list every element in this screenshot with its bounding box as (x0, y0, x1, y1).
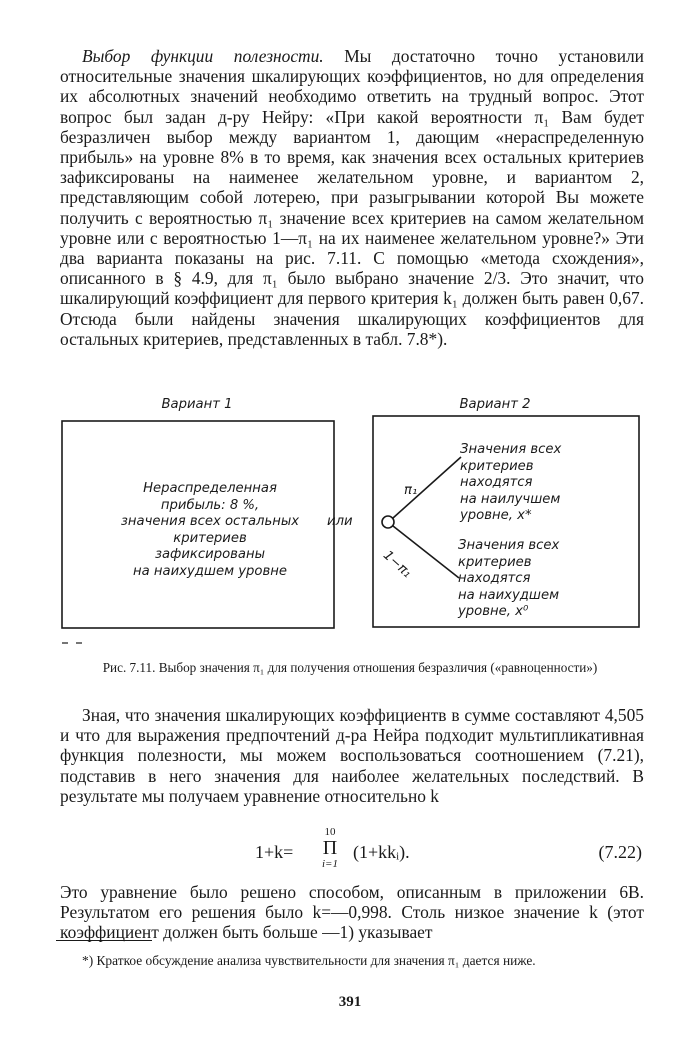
worst-line: на наихудшем (458, 587, 560, 603)
figure-caption: Рис. 7.11. Выбор значения π₁ для получения отношения безразличия («равноценности») (102, 660, 598, 675)
footnote: *) Краткое обсуждение анализа чувствительности для значения π₁ дается ниже. (82, 953, 536, 968)
variant2-title: Вариант 2 (459, 397, 531, 412)
worst-line: находятся (458, 571, 531, 586)
variant1-line: Нераспределенная (143, 481, 277, 496)
paragraph-solution: Это уравнение было решено способом, описанным в приложении 6В. Результатом его решения было k=—0,998. Столь низкое значение k (этот коэффициент должен быть больше —1) указывает (60, 882, 644, 943)
section-heading: Выбор функции полезности. (82, 46, 324, 66)
best-line: Значения всех (460, 442, 562, 457)
equation-rhs: (1+kkᵢ). (353, 842, 410, 862)
variant1-description (90, 481, 330, 580)
variant1-line: зафиксированы (154, 547, 266, 562)
variant1-title: Вариант 1 (161, 397, 233, 412)
worst-line: уровне, x⁰ (458, 604, 529, 619)
best-line: уровне, x* (460, 508, 532, 523)
paragraph-multiplicative: Зная, что значения шкалирующих коэффициентв в сумме составляют 4,505 и что для выражения предпочтений д-ра Нейра подходит мультипликативная функция полезности, мы можем воспользоваться соотношением (7.21), подставив в него значения для наиболее желательных последствий. В результате мы получаем уравнение относительно k (60, 705, 644, 806)
variant1-line: значения всех остальных (120, 514, 300, 529)
best-line: критериев (460, 458, 534, 474)
or-label: или (327, 514, 353, 529)
paragraph-text: Мы достаточно точно установили относительные значения шкалирующих коэффициентов, но для определения их абсолютных значений необходимо ответить на трудный вопрос. Этот вопрос был задан д-ру Нейру: «При какой вероятности π₁ Вам будет безразличен выбор между вариантом 1, дающим «нераспределенную прибыль» на уровне 8% в то время, как значения всех остальных критериев зафиксированы на наименее желательном уровне, и вариантом 2, представляющим собой лотерею, при разыгрывании которой Вы можете получить с вероятностью π₁ значение всех критериев на самом желательном уровне или с вероятностью 1—π₁ на их наименее желательном уровне?» Эти два варианта показаны на рис. 7.11. С помощью «метода схождения», описанного в § 4.9, для π₁ было выбрано значение 2/3. Это значит, что шкалирующий коэффициент для первого критерия k₁ должен быть равен 0,67. Отсюда были найдены значения шкалирующих коэффициентов для остальных критериев, представленных в табл. 7.8*). (60, 46, 644, 349)
best-line: на наилучшем (460, 491, 561, 507)
product-lower-limit: i=1 (322, 858, 338, 870)
product-symbol: Π (322, 837, 338, 859)
page-number: 391 (338, 994, 362, 1010)
variant1-line: критериев (173, 530, 247, 546)
best-outcome-description (460, 442, 600, 525)
worst-line: Значения всех (458, 538, 560, 553)
variant1-line: на наихудшем уровне (133, 563, 287, 579)
footnote-divider (56, 940, 152, 941)
probability-upper-label: π₁ (404, 483, 418, 498)
equation-lhs: 1+k= (255, 842, 294, 862)
equation-7-22 (255, 826, 645, 876)
worst-outcome-description (458, 538, 598, 621)
lottery-node-circle (382, 516, 394, 528)
figure-7-11 (0, 395, 700, 655)
variant1-line: прибыль: 8 %, (160, 497, 260, 513)
equation-number: (7.22) (598, 842, 642, 862)
product-operator (318, 826, 342, 870)
paragraph-utility-selection (60, 46, 644, 349)
probability-lower-label: 1−π₁ (379, 548, 415, 582)
product-upper-limit: 10 (324, 826, 336, 838)
worst-line: критериев (458, 554, 532, 570)
best-line: находятся (460, 475, 533, 490)
